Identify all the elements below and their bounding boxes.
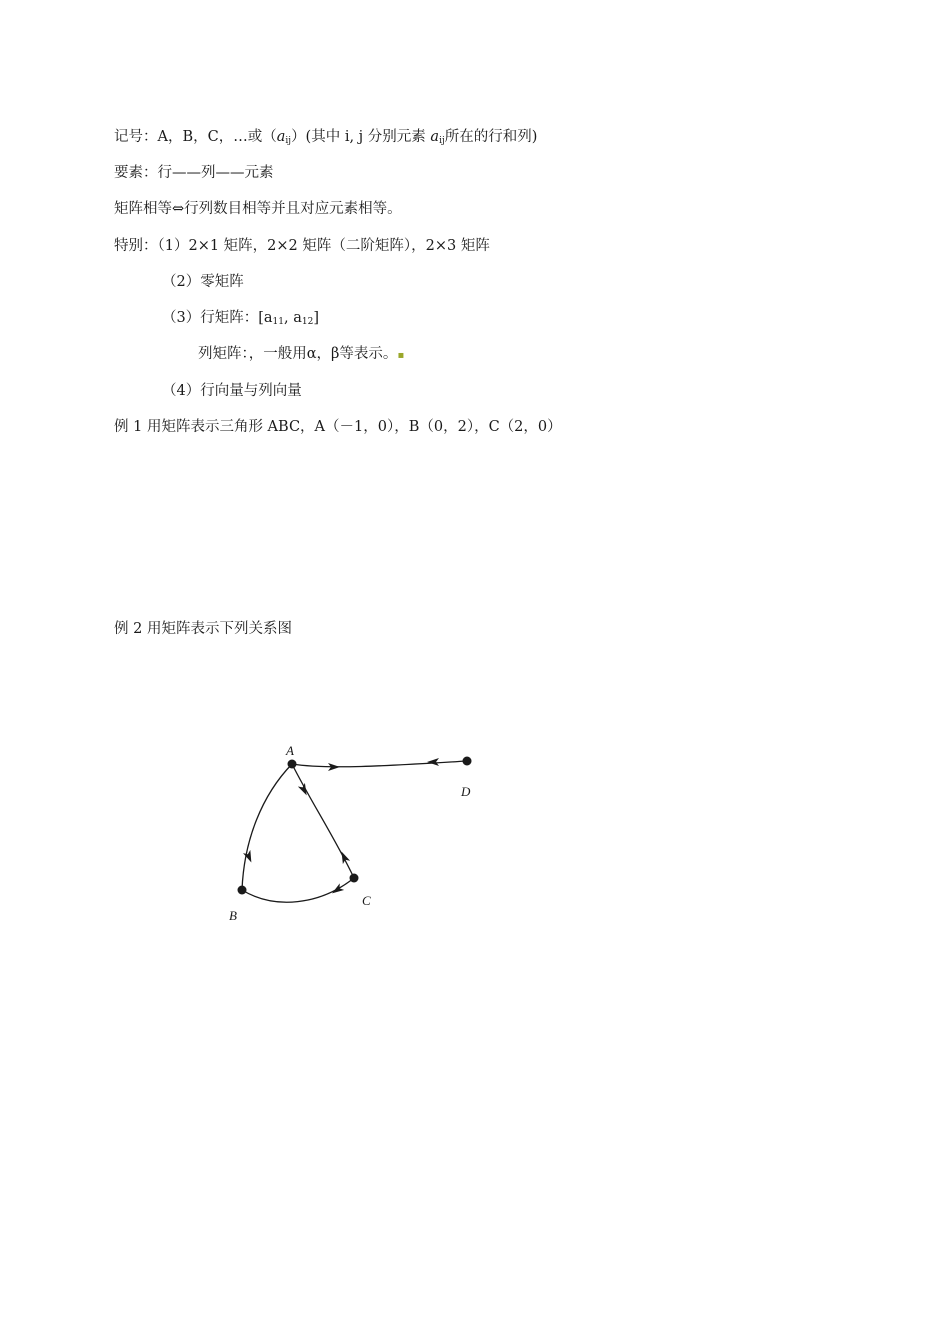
edge-a-c [292,764,354,878]
edge-b-a [242,764,292,890]
column-matrix-line: 列矩阵：，一般用α，β等表示。▪ [198,346,405,362]
node-label-b: B [229,908,237,923]
special-item-3: （3）行矩阵：[$a_{11}$, $a_{12}$] [162,310,319,327]
node-b [238,886,247,895]
node-c [350,874,359,883]
special-item-1: 特别：（1）2×1 矩阵，2×2 矩阵（二阶矩阵），2×3 矩阵 [114,238,490,254]
node-a [288,760,297,769]
special-item-4: （4）行向量与列向量 [162,383,302,399]
edge-c-b [242,878,354,902]
special-item-2: （2）零矩阵 [162,274,244,290]
notation-line: 记号：A，B，C，…或$(a_{ij})$(其中 i, j 分别元素 $a_{ij}$所在的行和列) [114,129,538,146]
equality-line: 矩阵相等⇔行列数目相等并且对应元素相等。 [114,201,402,217]
example-1: 例 1 用矩阵表示三角形 ABC，A（－1，0），B（0，2），C（2，0） [114,419,562,435]
node-label-d: D [461,784,471,799]
example-2: 例 2 用矩阵表示下列关系图 [114,621,292,637]
elements-line: 要素：行——列——元素 [114,165,274,181]
notation-var: a [276,129,286,145]
node-d [463,757,472,766]
edge-d-a [292,761,467,767]
node-label-c: C [362,893,371,908]
mark-dot: ▪ [397,350,405,361]
notation-var2: a [430,129,440,145]
node-label-a: A [286,743,294,758]
